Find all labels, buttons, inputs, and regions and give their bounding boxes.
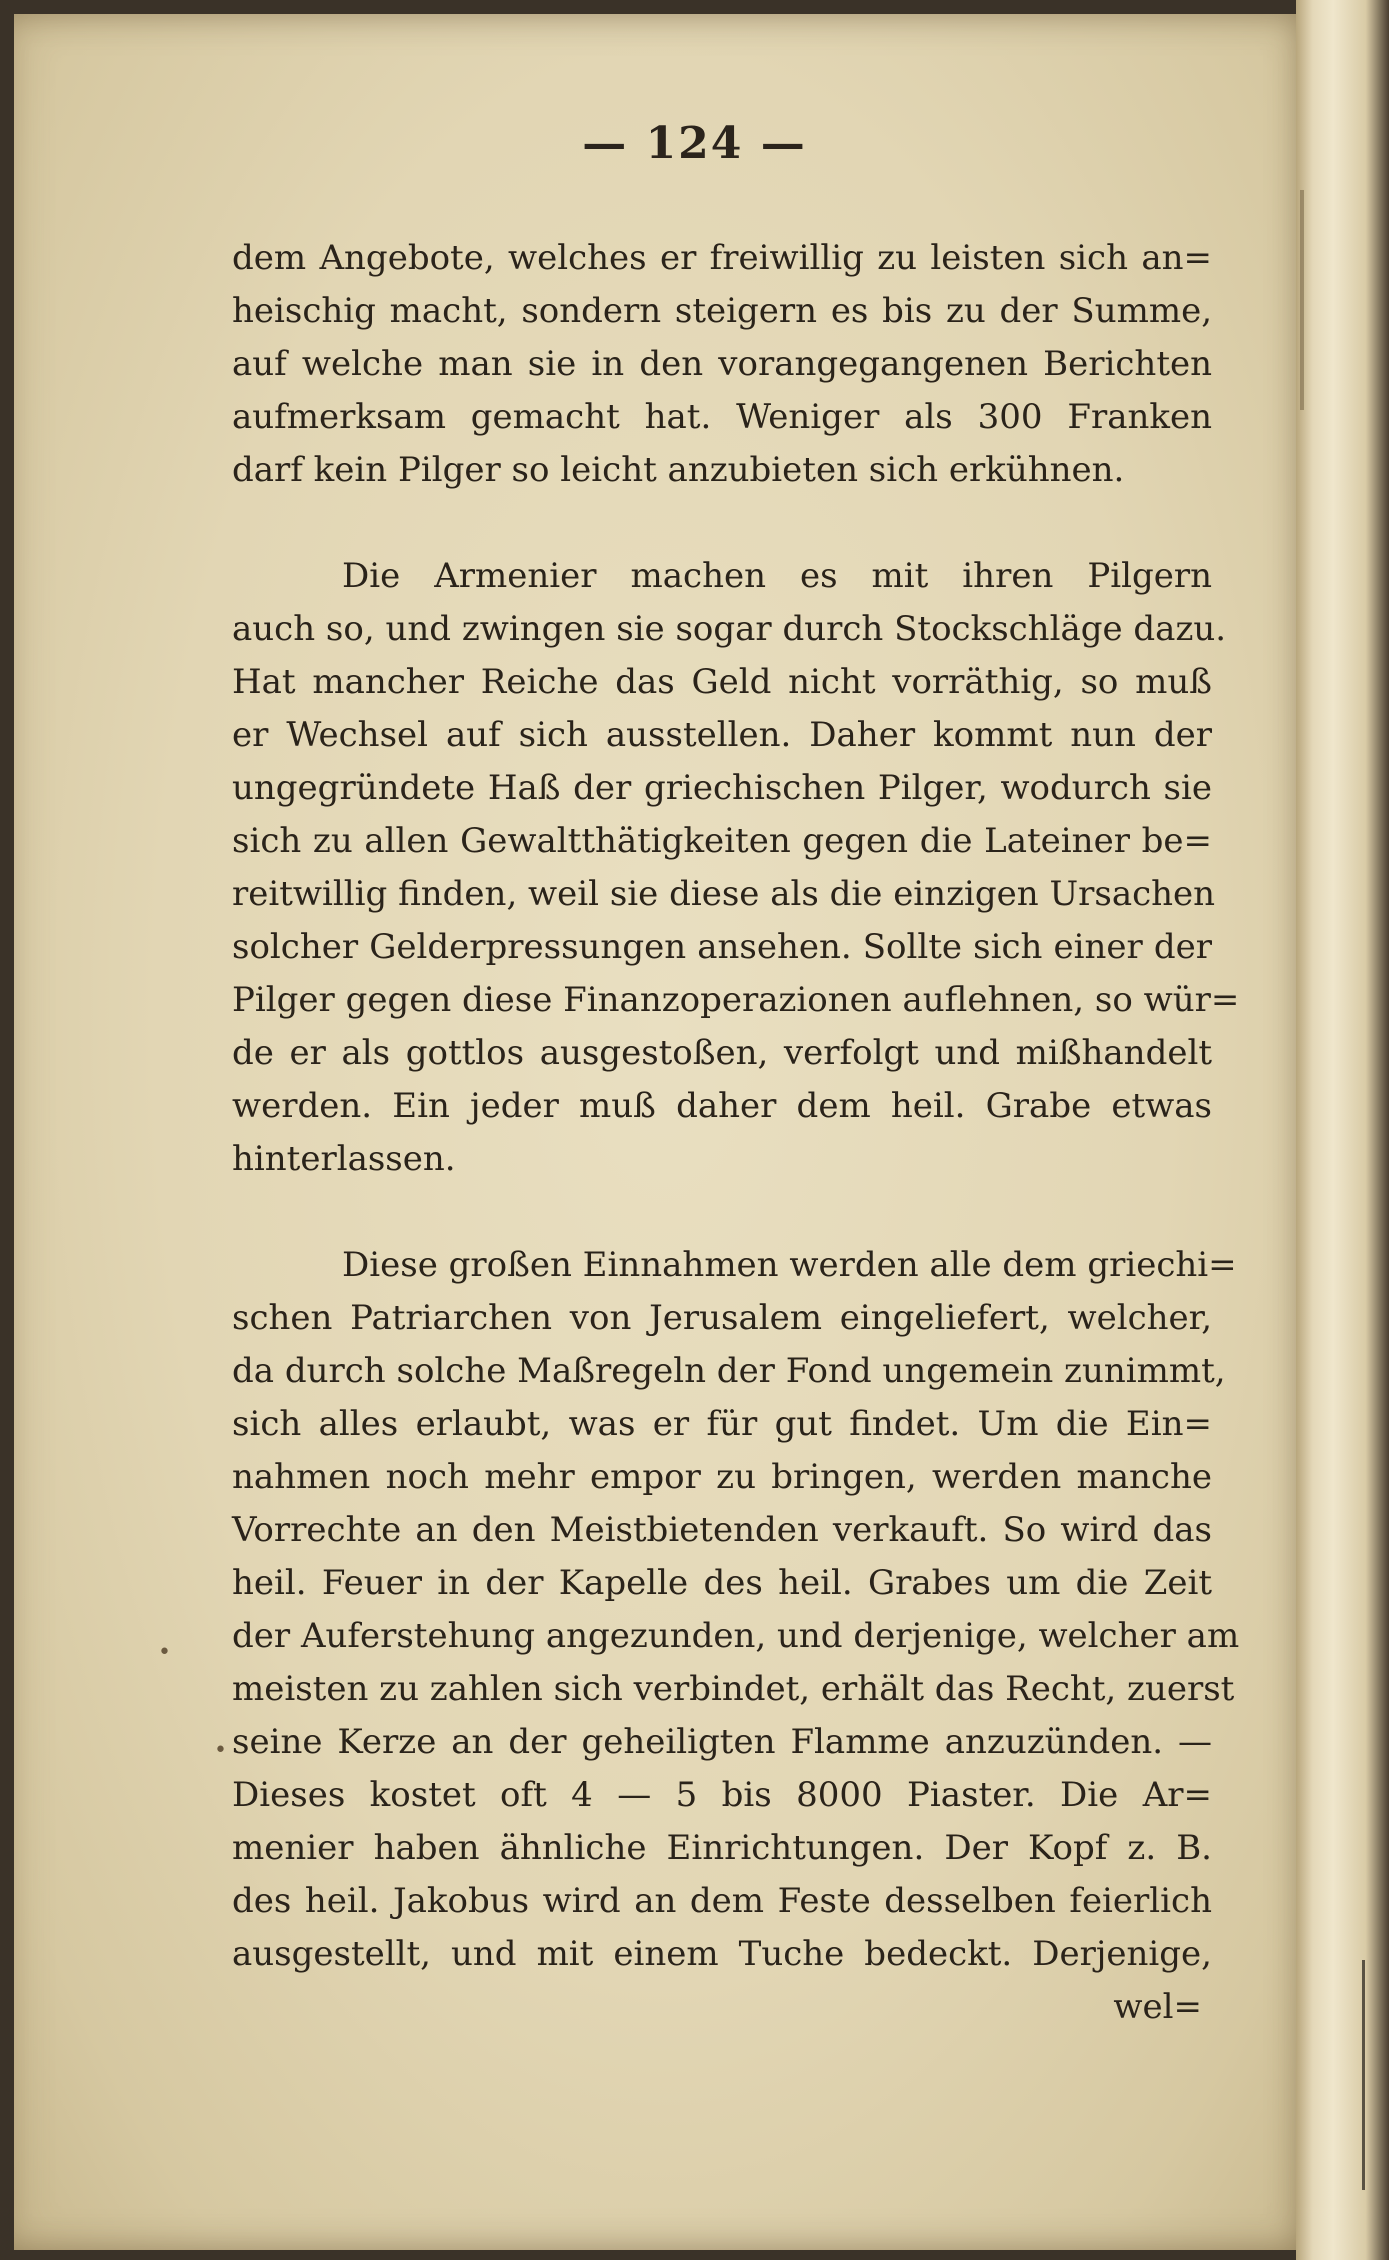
ink-speck: •: [158, 1640, 171, 1665]
page-gutter: [1296, 0, 1389, 2260]
text-line: schen Patriarchen von Jerusalem eingeliefert, welcher,: [232, 1298, 1212, 1338]
ink-speck: •: [214, 1738, 227, 1763]
text-line: ungegründete Haß der griechischen Pilger, wodurch sie: [232, 768, 1212, 808]
text-line: Pilger gegen diese Finanzoperazionen auflehnen, so wür=: [232, 980, 1240, 1020]
text-line: des heil. Jakobus wird an dem Feste desselben feierlich: [232, 1881, 1212, 1921]
paragraph-gap: [232, 497, 1212, 550]
text-line: de er als gottlos ausgestoßen, verfolgt und mißhandelt: [232, 1033, 1212, 1073]
text-line: dem Angebote, welches er freiwillig zu leisten sich an=: [232, 238, 1212, 278]
text-line: solcher Gelderpressungen ansehen. Sollte sich einer der: [232, 927, 1212, 967]
paragraph-1: [232, 232, 1212, 497]
text-line: aufmerksam gemacht hat. Weniger als 300 Franken: [232, 397, 1212, 437]
text-line: hinterlassen.: [232, 1139, 456, 1179]
text-line: auf welche man sie in den vorangegangenen Berichten: [232, 344, 1212, 384]
page-number-header: — 124 —: [582, 118, 807, 169]
gutter-edge-line: [1362, 1960, 1365, 2190]
text-line: Vorrechte an den Meistbietenden verkauft. So wird das: [232, 1510, 1212, 1550]
page-body-text: [232, 232, 1240, 2034]
text-line: werden. Ein jeder muß daher dem heil. Grabe etwas: [232, 1086, 1212, 1126]
text-line: Hat mancher Reiche das Geld nicht vorräthig, so muß: [232, 662, 1212, 702]
text-line: heischig macht, sondern steigern es bis zu der Summe,: [232, 291, 1212, 331]
text-line: meisten zu zahlen sich verbindet, erhält das Recht, zuerst: [232, 1669, 1235, 1709]
text-line: darf kein Pilger so leicht anzubieten sich erkühnen.: [232, 450, 1125, 490]
paragraph-gap: [232, 1186, 1212, 1239]
gutter-shadow-line: [1300, 190, 1304, 410]
text-line: auch so, und zwingen sie sogar durch Stockschläge dazu.: [232, 609, 1227, 649]
text-line: der Auferstehung angezunden, und derjenige, welcher am: [232, 1616, 1240, 1656]
text-line: ausgestellt, und mit einem Tuche bedeckt. Derjenige,: [232, 1934, 1212, 1974]
catchword: wel=: [1113, 1987, 1202, 2027]
text-line: da durch solche Maßregeln der Fond ungemein zunimmt,: [232, 1351, 1226, 1391]
text-line: Dieses kostet oft 4 — 5 bis 8000 Piaster. Die Ar=: [232, 1775, 1212, 1815]
text-line: Die Armenier machen es mit ihren Pilgern: [342, 556, 1212, 596]
text-line: er Wechsel auf sich ausstellen. Daher kommt nun der: [232, 715, 1212, 755]
text-line: menier haben ähnliche Einrichtungen. Der Kopf z. B.: [232, 1828, 1212, 1868]
text-line: Diese großen Einnahmen werden alle dem griechi=: [342, 1245, 1237, 1285]
text-line: seine Kerze an der geheiligten Flamme anzuzünden. —: [232, 1722, 1212, 1762]
text-line: sich zu allen Gewaltthätigkeiten gegen die Lateiner be=: [232, 821, 1212, 861]
text-line: nahmen noch mehr empor zu bringen, werden manche: [232, 1457, 1212, 1497]
text-line: sich alles erlaubt, was er für gut findet. Um die Ein=: [232, 1404, 1212, 1444]
paragraph-2: [232, 550, 1240, 1186]
text-line: heil. Feuer in der Kapelle des heil. Grabes um die Zeit: [232, 1563, 1212, 1603]
text-line: reitwillig finden, weil sie diese als die einzigen Ursachen: [232, 874, 1216, 914]
paragraph-3: [232, 1239, 1240, 1981]
